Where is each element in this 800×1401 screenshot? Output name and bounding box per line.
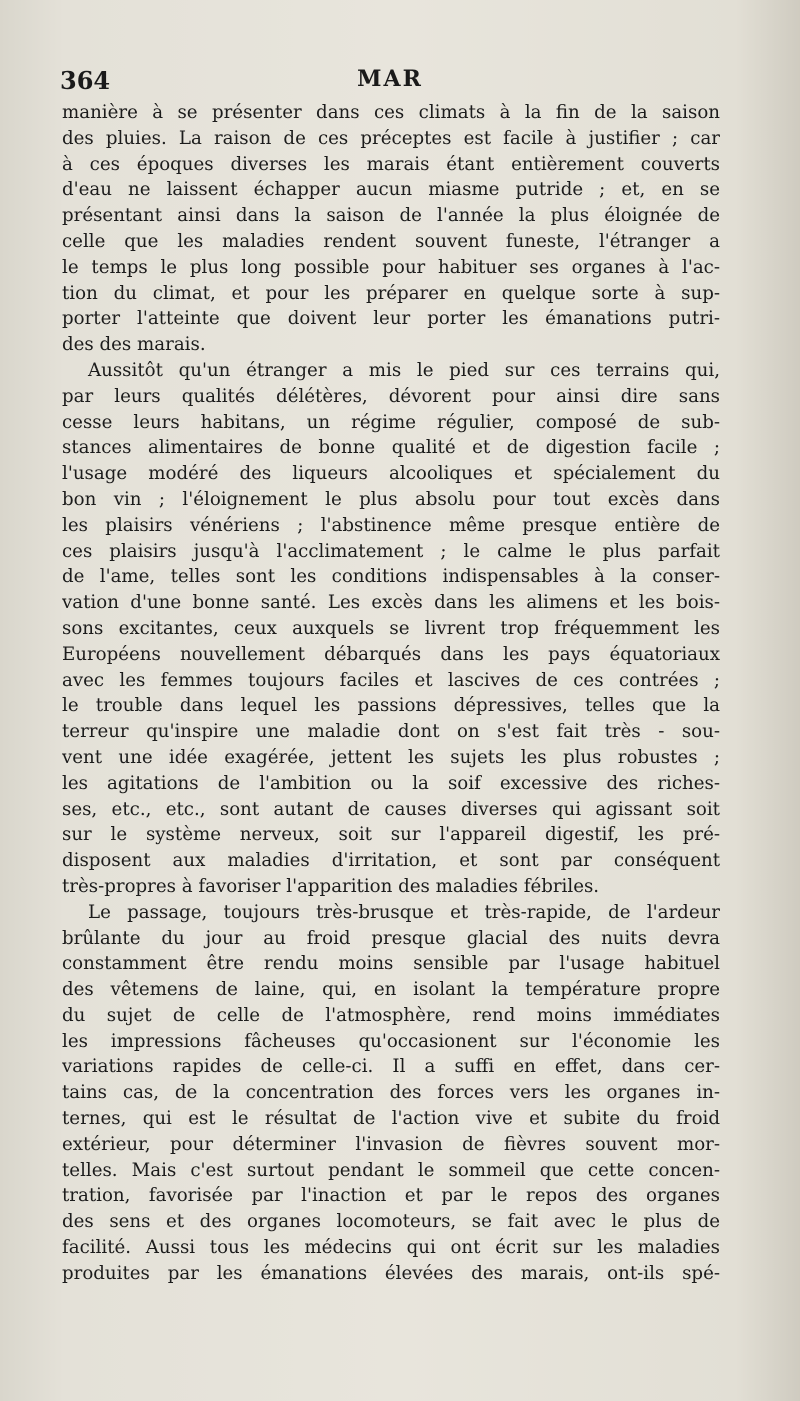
text-line: vent une idée exagérée, jettent les sujets les plus robustes ; xyxy=(62,746,720,768)
text-line: disposent aux maladies d'irritation, et sont par conséquent xyxy=(62,850,720,872)
text-line: vation d'une bonne santé. Les excès dans les alimens et les bois- xyxy=(62,592,720,614)
running-head: MAR xyxy=(357,66,423,92)
text-line: par leurs qualités délétères, dévorent pour ainsi dire sans xyxy=(62,385,720,407)
text-line: très-propres à favoriser l'apparition des maladies fébriles. xyxy=(62,875,600,897)
text-line: ses, etc., etc., sont autant de causes diverses qui agissant soit xyxy=(62,798,720,820)
text-line: brûlante du jour au froid presque glacial des nuits devra xyxy=(62,927,720,949)
text-line: le temps le plus long possible pour habituer ses organes à l'ac- xyxy=(62,256,720,278)
text-line: tion du climat, et pour les préparer en quelque sorte à sup- xyxy=(62,282,720,304)
text-line: à ces époques diverses les marais étant entièrement couverts xyxy=(62,153,720,175)
text-line: ces plaisirs jusqu'à l'acclimatement ; le calme le plus parfait xyxy=(62,540,720,562)
text-line: de l'ame, telles sont les conditions indispensables à la conser- xyxy=(62,566,720,588)
text-line: avec les femmes toujours faciles et lascives de ces contrées ; xyxy=(62,669,720,691)
text-line: porter l'atteinte que doivent leur porter les émanations putri- xyxy=(62,308,720,330)
text-line: extérieur, pour déterminer l'invasion de fièvres souvent mor- xyxy=(62,1133,720,1155)
text-line: des vêtemens de laine, qui, en isolant la température propre xyxy=(62,979,720,1001)
text-line: terreur qu'inspire une maladie dont on s'est fait très - sou- xyxy=(62,721,720,743)
text-line: variations rapides de celle-ci. Il a suffi en effet, dans cer- xyxy=(62,1056,720,1078)
text-line: les agitations de l'ambition ou la soif excessive des riches- xyxy=(62,772,720,794)
text-line: tration, favorisée par l'inaction et par le repos des organes xyxy=(62,1185,720,1207)
text-line: du sujet de celle de l'atmosphère, rend moins immédiates xyxy=(62,1004,720,1026)
text-line: Le passage, toujours très-brusque et très-rapide, de l'ardeur xyxy=(88,901,720,923)
text-line: produites par les émanations élevées des marais, ont-ils spé- xyxy=(62,1262,720,1284)
text-line: tains cas, de la concentration des forces vers les organes in- xyxy=(62,1082,720,1104)
text-line: les plaisirs vénériens ; l'abstinence même presque entière de xyxy=(62,514,720,536)
text-line: les impressions fâcheuses qu'occasionent sur l'économie les xyxy=(62,1030,720,1052)
text-line: bon vin ; l'éloignement le plus absolu pour tout excès dans xyxy=(62,488,720,510)
text-line: telles. Mais c'est surtout pendant le sommeil que cette concen- xyxy=(62,1159,720,1181)
text-line: sons excitantes, ceux auxquels se livrent trop fréquemment les xyxy=(62,617,720,639)
text-line: sur le système nerveux, soit sur l'appareil digestif, les pré- xyxy=(62,824,720,846)
text-line: facilité. Aussi tous les médecins qui ont écrit sur les maladies xyxy=(62,1237,720,1259)
text-line: constamment être rendu moins sensible par l'usage habituel xyxy=(62,953,720,975)
text-line: l'usage modéré des liqueurs alcooliques et spécialement du xyxy=(62,463,720,485)
text-line: cesse leurs habitans, un régime régulier, composé de sub- xyxy=(62,411,720,433)
text-line: des sens et des organes locomoteurs, se fait avec le plus de xyxy=(62,1211,720,1233)
text-line: d'eau ne laissent échapper aucun miasme putride ; et, en se xyxy=(62,179,720,201)
page-header xyxy=(60,66,720,96)
text-line: Aussitôt qu'un étranger a mis le pied sur ces terrains qui, xyxy=(88,359,720,381)
text-line: stances alimentaires de bonne qualité et de digestion facile ; xyxy=(62,437,720,459)
text-line: des des marais. xyxy=(62,334,206,356)
text-line: manière à se présenter dans ces climats à la fin de la saison xyxy=(62,102,720,123)
text-line: des pluies. La raison de ces préceptes est facile à justifier ; car xyxy=(62,127,720,149)
page-number: 364 xyxy=(60,66,111,95)
body-text xyxy=(62,100,720,1287)
text-line: ternes, qui est le résultat de l'action vive et subite du froid xyxy=(62,1108,720,1130)
text-line: le trouble dans lequel les passions dépressives, telles que la xyxy=(62,695,720,717)
text-line: Européens nouvellement débarqués dans les pays équatoriaux xyxy=(62,643,720,665)
text-line: celle que les maladies rendent souvent funeste, l'étranger a xyxy=(62,230,720,252)
text-line: présentant ainsi dans la saison de l'année la plus éloignée de xyxy=(62,205,720,227)
